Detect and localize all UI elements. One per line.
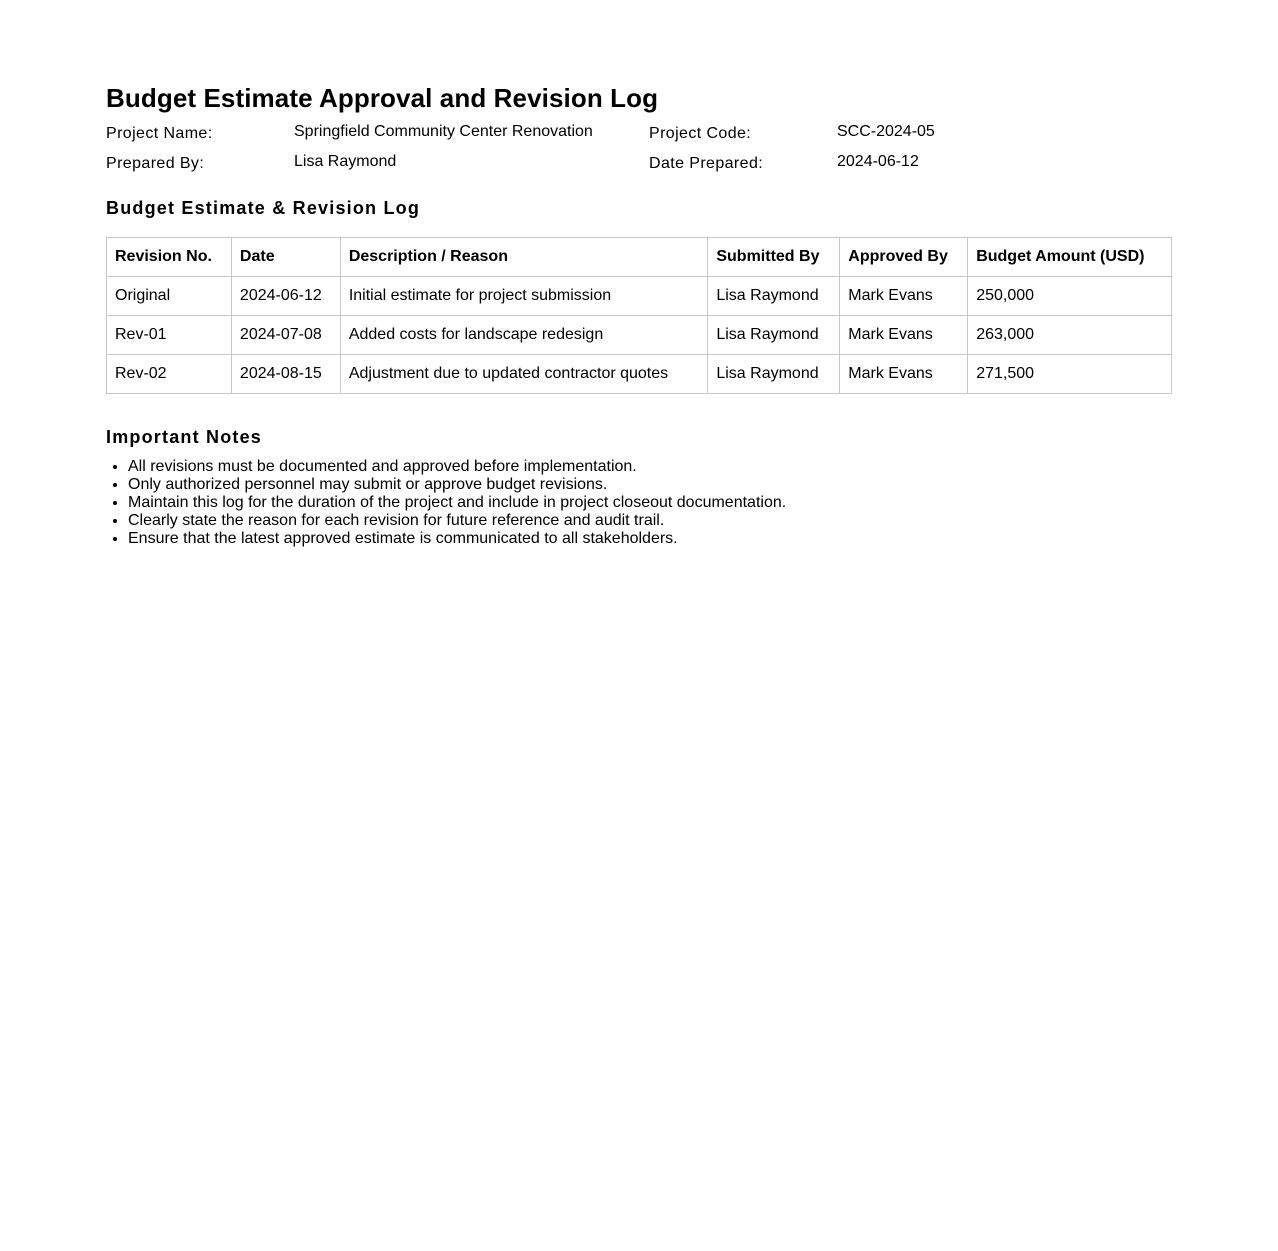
cell-budget-amount: 271,500 — [968, 355, 1172, 394]
list-item: • Clearly state the reason for each revision for future reference and audit trail. — [128, 512, 1172, 530]
cell-submitted-by: Lisa Raymond — [708, 355, 840, 394]
cell-description: Added costs for landscape redesign — [340, 316, 708, 355]
table-row — [107, 277, 1172, 316]
cell-date: 2024-06-12 — [231, 277, 340, 316]
table-header-row — [107, 238, 1172, 277]
project-name-label: Project Name: — [106, 125, 213, 142]
meta-row-2 — [106, 148, 1172, 178]
table-row — [107, 316, 1172, 355]
cell-budget-amount: 263,000 — [968, 316, 1172, 355]
column-header-approved-by: Approved By — [840, 238, 968, 277]
project-code-value: SCC-2024-05 — [837, 123, 935, 140]
cell-description: Adjustment due to updated contractor quotes — [340, 355, 708, 394]
cell-submitted-by: Lisa Raymond — [708, 316, 840, 355]
project-name-value: Springfield Community Center Renovation — [294, 123, 593, 140]
cell-approved-by: Mark Evans — [840, 355, 968, 394]
column-header-revision-no: Revision No. — [107, 238, 232, 277]
list-item: • All revisions must be documented and approved before implementation. — [128, 458, 1172, 476]
column-header-date: Date — [231, 238, 340, 277]
list-item: • Ensure that the latest approved estimate is communicated to all stakeholders. — [128, 530, 1172, 548]
cell-revision-no: Rev-02 — [107, 355, 232, 394]
date-prepared-value: 2024-06-12 — [837, 153, 919, 170]
column-header-description: Description / Reason — [340, 238, 708, 277]
list-item: • Only authorized personnel may submit or approve budget revisions. — [128, 476, 1172, 494]
prepared-by-label: Prepared By: — [106, 155, 205, 172]
cell-budget-amount: 250,000 — [968, 277, 1172, 316]
project-meta — [106, 118, 1172, 178]
notes-heading: Important Notes — [106, 427, 263, 447]
document-page — [106, 82, 1172, 548]
prepared-by-value: Lisa Raymond — [294, 153, 397, 170]
document-title: Budget Estimate Approval and Revision Log — [106, 83, 659, 113]
cell-revision-no: Rev-01 — [107, 316, 232, 355]
date-prepared-label: Date Prepared: — [649, 155, 764, 172]
cell-approved-by: Mark Evans — [840, 316, 968, 355]
cell-date: 2024-07-08 — [231, 316, 340, 355]
project-code-label: Project Code: — [649, 125, 752, 142]
column-header-budget-amount: Budget Amount (USD) — [968, 238, 1172, 277]
column-header-submitted-by: Submitted By — [708, 238, 840, 277]
list-item: • Maintain this log for the duration of the project and include in project closeout documentation. — [128, 494, 1172, 512]
notes-list — [106, 458, 1172, 548]
cell-approved-by: Mark Evans — [840, 277, 968, 316]
revision-log-heading: Budget Estimate & Revision Log — [106, 198, 421, 218]
meta-row-1 — [106, 118, 1172, 148]
cell-date: 2024-08-15 — [231, 355, 340, 394]
cell-revision-no: Original — [107, 277, 232, 316]
cell-description: Initial estimate for project submission — [340, 277, 708, 316]
revision-log-table — [106, 237, 1172, 394]
table-row — [107, 355, 1172, 394]
cell-submitted-by: Lisa Raymond — [708, 277, 840, 316]
